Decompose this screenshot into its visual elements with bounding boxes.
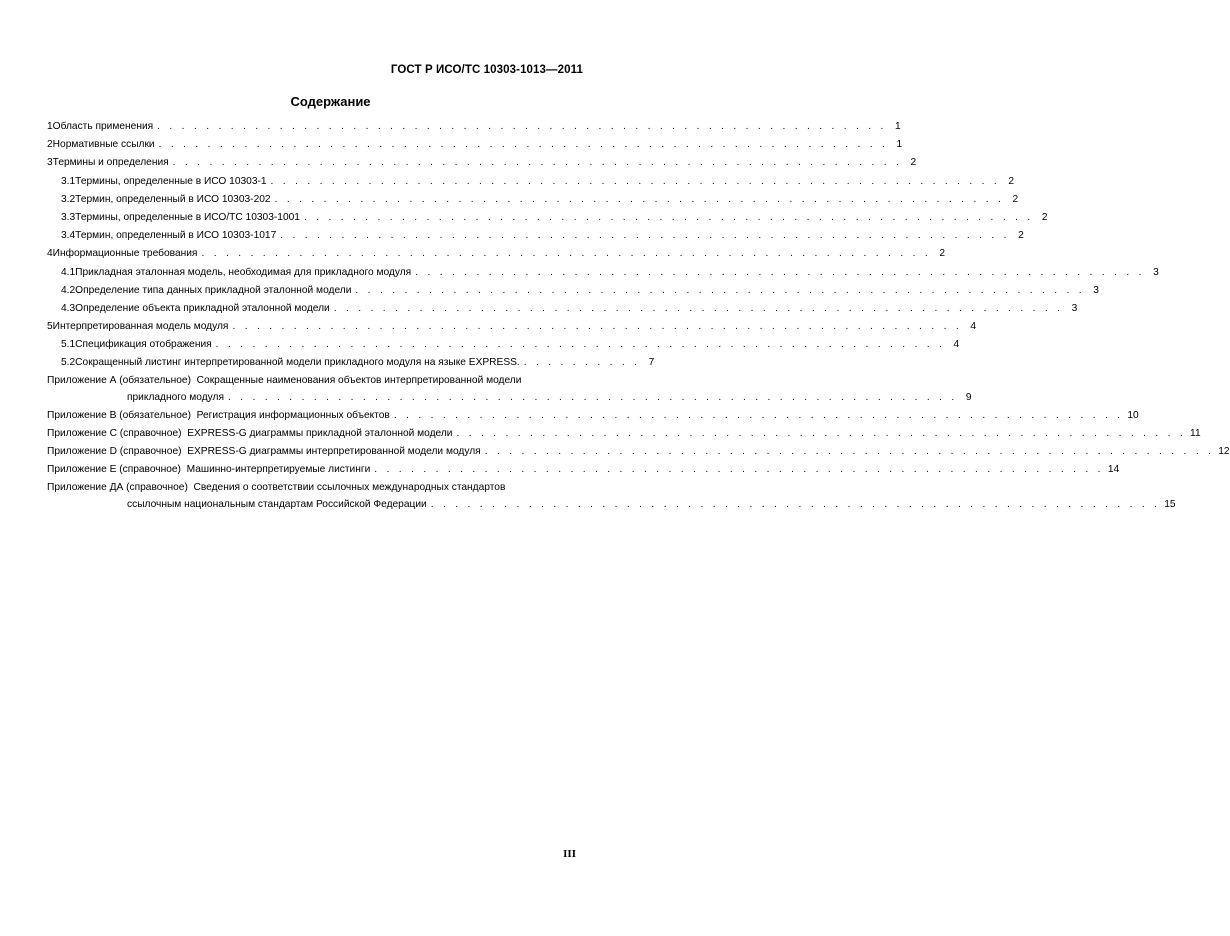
toc-appendix-entry[interactable]	[47, 443, 1230, 461]
appendix-title-line1: Сокращенные наименования объектов интерпретированной модели	[196, 374, 522, 386]
appendix-title: EXPRESS-G диаграммы интерпретированной модели модуля	[187, 446, 481, 458]
toc-entry[interactable]	[47, 245, 945, 263]
toc-entry-number: 4.2	[61, 284, 76, 296]
toc-entry-page: 3	[1093, 284, 1099, 296]
toc-leader-dots: . . . . . . . . . . . . . . . . . . . . . . . . . . . . . . . . . . . . . . . . . . . . . . . . . . . . . . . . . . . .	[484, 446, 1215, 458]
toc-appendix-da-heading[interactable]	[47, 480, 584, 496]
toc-entry-text: Термины, определенные в ИСО/ТС 10303-1001	[75, 211, 300, 223]
toc-entry-text: Сокращенный листинг интерпретированной модели прикладного модуля на языке EXPRESS.	[75, 357, 520, 369]
toc-entry-text: Термины, определенные в ИСО 10303-1	[75, 175, 267, 187]
table-of-contents	[47, 118, 1230, 514]
toc-leader-dots: . . . . . . . . . . . . . . . . . . . . . . . . . . . . . . . . . . . . . . . . . . . . . . . . . . . . . . . . . . . .	[456, 428, 1187, 439]
toc-leader-dots: . . . . . . . . . . . . . . . . . . . . . . . . . . . . . . . . . . . . . . . . . . . . . . . . . . . . . . . . . . . .	[280, 230, 1010, 242]
toc-entry-page: 2	[1012, 193, 1019, 205]
toc-entry-number: 4	[47, 248, 53, 260]
toc-appendix-entry[interactable]	[47, 461, 1120, 479]
toc-entry-page: 1	[896, 139, 903, 151]
toc-appendix-da-continuation[interactable]	[47, 496, 1176, 514]
appendix-label: Приложение А (обязательное)	[47, 374, 191, 386]
toc-appendix-entry[interactable]	[47, 407, 1139, 425]
toc-entry-text: Определение типа данных прикладной эталонной модели	[75, 284, 352, 296]
toc-leader-dots: . . . . . . . . . . . . . . . . . . . . . . . . . . . . . . . . . . . . . . . . . . . . . . . . . . . . . . . . . . . .	[215, 339, 946, 351]
appendix-title: EXPRESS-G диаграммы прикладной эталонной модели	[187, 428, 453, 439]
toc-subentry[interactable]	[47, 336, 960, 354]
appendix-label: Приложение D (справочное)	[47, 446, 182, 458]
toc-leader-dots: . . . . . . . . . . . . . . . . . . . . . . . . . . . . . . . . . . . . . . . . . . . . . . . . . . . . . . . . . . . .	[393, 409, 1124, 421]
toc-entry-number: 3	[47, 157, 53, 169]
toc-entry-number: 3.4	[61, 230, 76, 242]
toc-leader-dots: . . . . . . . . . . . . . . . . . . . . . . . . . . . . . . . . . . . . . . . . . . . . . . . . . . . . . . . . . . . .	[430, 498, 1161, 510]
toc-entry-page: 15	[1164, 498, 1176, 510]
appendix-title: Машинно-интерпретируемые листинги	[186, 464, 371, 476]
toc-entry-page: 7	[648, 357, 655, 369]
toc-entry-number: 3.2	[61, 193, 76, 205]
toc-leader-dots: . . . . . . . . . . . . . . . . . . . . . . . . . . . . . . . . . . . . . . . . . . . . . . . . . . . . . . . . . . . .	[374, 464, 1104, 476]
toc-entry-number: 3.3	[61, 211, 76, 223]
toc-entry-text: Интерпретированная модель модуля	[52, 321, 229, 333]
toc-subentry[interactable]	[47, 191, 1019, 209]
toc-leader-dots: . . . . . . . . . . . . . . . . . . . . . . . . . . . . . . . . . . . . . . . . . . . . . . . . . . . . . . . . . . . .	[415, 266, 1145, 278]
toc-subentry[interactable]	[47, 173, 1015, 191]
toc-entry-number: 5.2	[61, 357, 76, 369]
appendix-title-line1: Сведения о соответствии ссылочных международных стандартов	[193, 481, 506, 493]
toc-subentry[interactable]	[47, 300, 1078, 318]
appendix-label: Приложение В (обязательное)	[47, 409, 191, 421]
toc-entry-number: 4.1	[61, 266, 76, 278]
toc-entry-page: 12	[1218, 446, 1230, 458]
toc-leader-dots: . . . . . . . . . .	[523, 357, 641, 369]
appendix-title-line2: прикладного модуля	[127, 391, 224, 403]
toc-entry-text: Прикладная эталонная модель, необходимая для прикладного модуля	[75, 266, 412, 278]
appendix-label: Приложение С (справочное)	[47, 428, 182, 439]
toc-entry-page: 4	[953, 339, 960, 351]
toc-entry-page: 2	[939, 248, 945, 260]
toc-entry[interactable]	[47, 118, 901, 136]
toc-leader-dots: . . . . . . . . . . . . . . . . . . . . . . . . . . . . . . . . . . . . . . . . . . . . . . . . . . . . . . . . . . . .	[303, 211, 1034, 223]
toc-entry-number: 1	[47, 121, 53, 132]
toc-leader-dots: . . . . . . . . . . . . . . . . . . . . . . . . . . . . . . . . . . . . . . . . . . . . . . . . . . . . . . . . . . . .	[157, 121, 887, 132]
page-number: III	[563, 848, 576, 860]
toc-leader-dots: . . . . . . . . . . . . . . . . . . . . . . . . . . . . . . . . . . . . . . . . . . . . . . . . . . . . . . . . . . . .	[201, 248, 931, 260]
toc-subentry[interactable]	[47, 264, 1159, 282]
toc-entry-text: Термины и определения	[52, 157, 169, 169]
toc-entry-page: 2	[1018, 230, 1024, 242]
toc-appendix-a-continuation[interactable]	[47, 389, 972, 407]
toc-entry-page: 11	[1190, 428, 1201, 439]
toc-entry-page: 3	[1153, 266, 1159, 278]
toc-entry-page: 2	[910, 157, 917, 169]
toc-entry[interactable]	[47, 318, 976, 336]
toc-entry-page: 3	[1071, 302, 1078, 314]
toc-appendix-entry[interactable]	[47, 425, 1201, 443]
toc-entry-number: 4.3	[61, 302, 76, 314]
toc-entry-text: Термин, определенный в ИСО 10303-202	[75, 193, 271, 205]
toc-entry-number: 2	[47, 139, 53, 151]
toc-entry-page: 9	[965, 391, 972, 403]
toc-entry-page: 2	[1008, 175, 1015, 187]
toc-leader-dots: . . . . . . . . . . . . . . . . . . . . . . . . . . . . . . . . . . . . . . . . . . . . . . . . . . . . . . . . . . . .	[158, 139, 889, 151]
toc-leader-dots: . . . . . . . . . . . . . . . . . . . . . . . . . . . . . . . . . . . . . . . . . . . . . . . . . . . . . . . . . . . .	[270, 175, 1001, 187]
toc-entry-text: Информационные требования	[52, 248, 198, 260]
toc-leader-dots: . . . . . . . . . . . . . . . . . . . . . . . . . . . . . . . . . . . . . . . . . . . . . . . . . . . . . . . . . . . .	[172, 157, 903, 169]
appendix-label: Приложение ДА (справочное)	[47, 481, 188, 493]
toc-entry-page: 1	[895, 121, 901, 132]
appendix-title: Регистрация информационных объектов	[196, 409, 390, 421]
toc-entry[interactable]	[47, 154, 917, 172]
toc-entry-number: 5.1	[61, 339, 76, 351]
toc-subentry[interactable]	[47, 209, 1048, 227]
toc-entry-text: Нормативные ссылки	[52, 139, 155, 151]
document-id: ГОСТ Р ИСО/ТС 10303-1013—2011	[390, 64, 583, 76]
toc-entry-page: 4	[970, 321, 976, 333]
toc-leader-dots: . . . . . . . . . . . . . . . . . . . . . . . . . . . . . . . . . . . . . . . . . . . . . . . . . . . . . . . . . . . .	[228, 391, 958, 403]
toc-leader-dots: . . . . . . . . . . . . . . . . . . . . . . . . . . . . . . . . . . . . . . . . . . . . . . . . . . . . . . . . . . . .	[355, 284, 1085, 296]
toc-leader-dots: . . . . . . . . . . . . . . . . . . . . . . . . . . . . . . . . . . . . . . . . . . . . . . . . . . . . . . . . . . . .	[333, 302, 1064, 314]
toc-entry-text: Область применения	[52, 121, 154, 132]
toc-entry-text: Спецификация отображения	[75, 339, 212, 351]
toc-entry-number: 3.1	[61, 175, 76, 187]
appendix-title-line2: ссылочным национальным стандартам Российской Федерации	[127, 498, 427, 510]
toc-entry-number: 5	[47, 321, 53, 333]
toc-entry-text: Термин, определенный в ИСО 10303-1017	[75, 230, 277, 242]
appendix-label: Приложение Е (справочное)	[47, 464, 181, 476]
toc-entry[interactable]	[47, 136, 903, 154]
toc-leader-dots: . . . . . . . . . . . . . . . . . . . . . . . . . . . . . . . . . . . . . . . . . . . . . . . . . . . . . . . . . . . .	[274, 193, 1005, 205]
toc-entry-page: 10	[1127, 409, 1139, 421]
toc-entry-page: 14	[1107, 464, 1120, 476]
toc-leader-dots: . . . . . . . . . . . . . . . . . . . . . . . . . . . . . . . . . . . . . . . . . . . . . . . . . . . . . . . . . . . .	[232, 321, 962, 333]
toc-title: Содержание	[290, 94, 371, 109]
toc-appendix-a-heading[interactable]	[47, 373, 584, 389]
toc-subentry[interactable]	[47, 227, 1024, 245]
toc-subentry[interactable]	[47, 282, 1099, 300]
toc-subentry[interactable]	[47, 354, 655, 372]
toc-entry-text: Определение объекта прикладной эталонной модели	[75, 302, 330, 314]
toc-entry-page: 2	[1041, 211, 1048, 223]
